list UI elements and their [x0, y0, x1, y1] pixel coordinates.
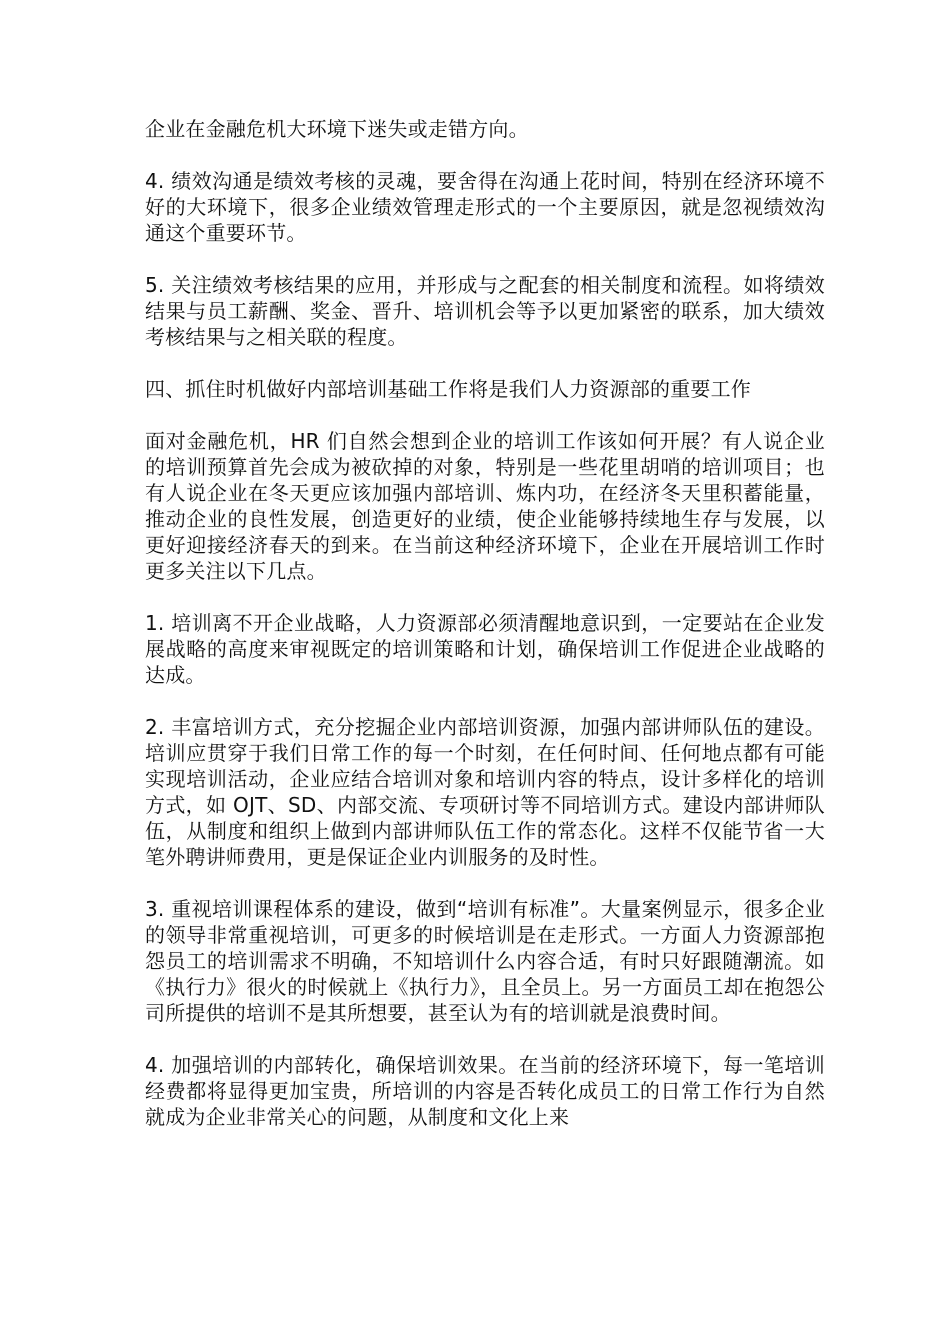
document-body	[145, 116, 825, 1156]
paragraph-training-strategy: 1. 培训离不开企业战略，人力资源部必须清醒地意识到，一定要站在企业发展战略的高度来审视既定的培训策略和计划，确保培训工作促进企业战略的达成。	[145, 611, 825, 687]
paragraph-financial-crisis-training: 面对金融危机，HR 们自然会想到企业的培训工作该如何开展？有人说企业的培训预算首先会成为被砍掉的对象，特别是一些花里胡哨的培训项目；也有人说企业在冬天更应该加强内部培训、炼内功，在经济冬天里积蓄能量，推动企业的良性发展，创造更好的业绩，使企业能够持续地生存与发展，以更好迎接经济春天的到来。在当前这种经济环境下，企业在开展培训工作时更多关注以下几点。	[145, 429, 825, 583]
paragraph-performance-communication: 4. 绩效沟通是绩效考核的灵魂，要舍得在沟通上花时间，特别在经济环境不好的大环境下，很多企业绩效管理走形式的一个主要原因，就是忽视绩效沟通这个重要环节。	[145, 169, 825, 245]
paragraph-performance-results: 5. 关注绩效考核结果的应用，并形成与之配套的相关制度和流程。如将绩效结果与员工薪酬、奖金、晋升、培训机会等予以更加紧密的联系，加大绩效考核结果与之相关联的程度。	[145, 273, 825, 349]
section-heading-training: 四、抓住时机做好内部培训基础工作将是我们人力资源部的重要工作	[145, 377, 751, 401]
paragraph-continuation: 企业在金融危机大环境下迷失或走错方向。	[145, 117, 529, 141]
paragraph-training-transfer: 4. 加强培训的内部转化，确保培训效果。在当前的经济环境下，每一笔培训经费都将显得更加宝贵，所培训的内容是否转化成员工的日常工作行为自然就成为企业非常关心的问题，从制度和文化上来	[145, 1053, 825, 1129]
paragraph-training-methods: 2. 丰富培训方式，充分挖掘企业内部培训资源，加强内部讲师队伍的建设。培训应贯穿于我们日常工作的每一个时刻，在任何时间、任何地点都有可能实现培训活动，企业应结合培训对象和培训内容的特点，设计多样化的培训方式，如 OJT、SD、内部交流、专项研讨等不同培训方式。建设内部讲师队伍，从制度和组织上做到内部讲师队伍工作的常态化。这样不仅能节省一大笔外聘讲师费用，更是保证企业内训服务的及时性。	[145, 715, 825, 869]
paragraph-course-system: 3. 重视培训课程体系的建设，做到“培训有标准”。大量案例显示，很多企业的领导非常重视培训，可更多的时候培训是在走形式。一方面人力资源部抱怨员工的培训需求不明确，不知培训什么内容合适，有时只好跟随潮流。如《执行力》很火的时候就上《执行力》，且全员上。另一方面员工却在抱怨公司所提供的培训不是其所想要，甚至认为有的培训就是浪费时间。	[145, 897, 825, 1025]
